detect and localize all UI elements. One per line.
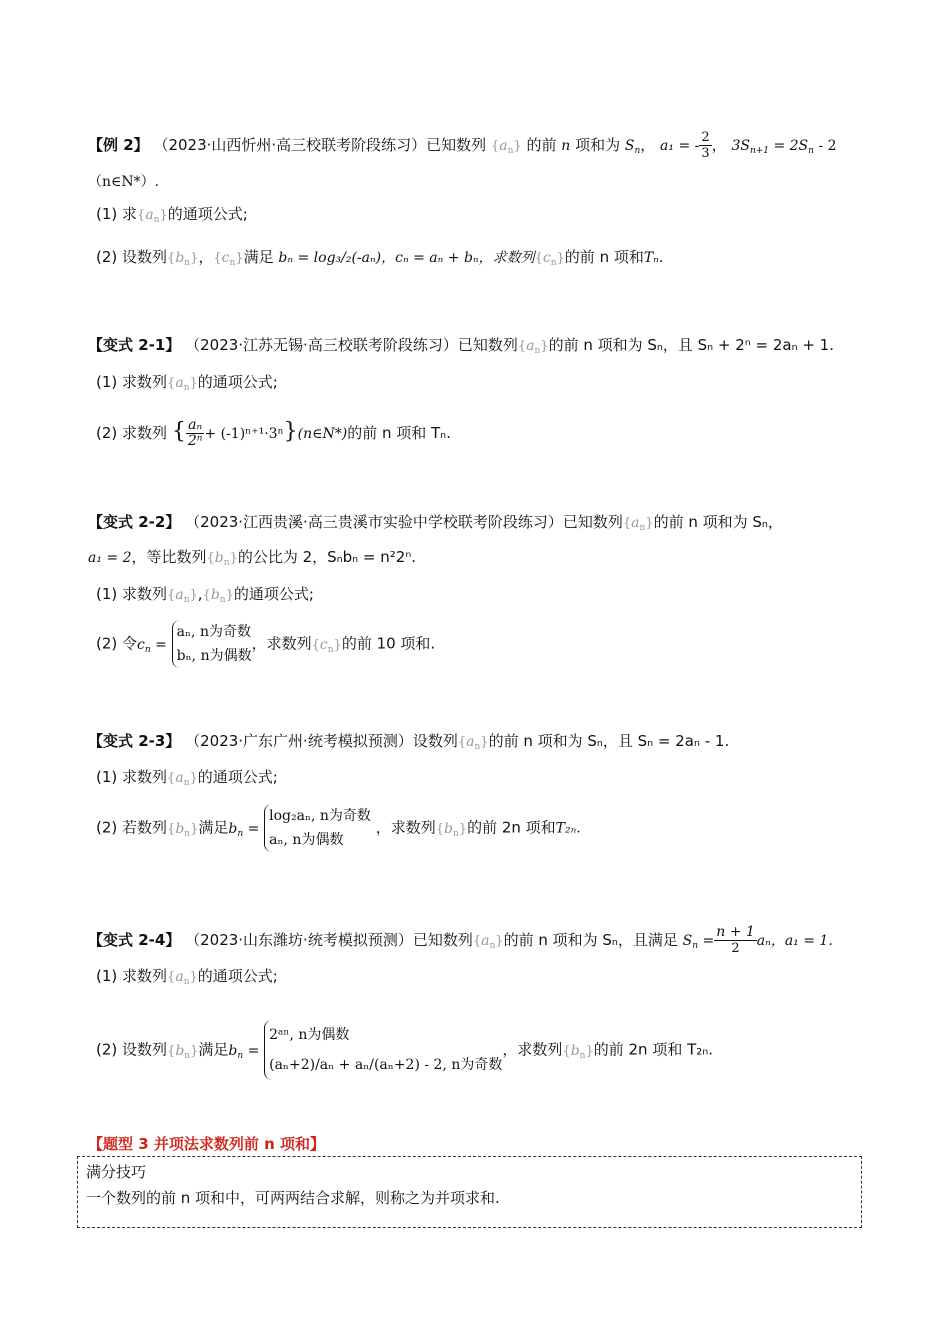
variant-2-3-q1: (1) 求数列$\{a_n\}$的通项公式; <box>96 768 278 788</box>
variant-2-4-q1: (1) 求数列$\{a_n\}$的通项公式; <box>96 967 278 987</box>
variant-2-4-q2: (2) 设数列$\{b_n\}$满足$b_n$ = 2ᵃⁿ, n为偶数 (aₙ+2)/aₙ + aₙ/(aₙ+2) - 2, n为奇数，求数列$\{b_n\}$的前 2n 项和 T₂ₙ. <box>96 1020 713 1080</box>
tip-heading: 满分技巧 <box>86 1163 147 1181</box>
variant-2-1-q1: (1) 求数列$\{a_n\}$的通项公式; <box>96 373 278 393</box>
tip-body: 一个数列的前 n 项和中，可两两结合求解，则称之为并项求和. <box>86 1189 500 1207</box>
variant-2-4-stem: 【变式 2-4】 （2023·山东潍坊·统考模拟预测）已知数列$\{a_n\}$的前 n 项和为 Sₙ，且满足 $S_n$ = $\frac{n + 1}{2}$ aₙ，a₁ = 1. <box>88 924 833 956</box>
variant-2-3-q2: (2) 若数列$\{b_n\}$满足$b_n = \log_2a_n$, n为奇数 aₙ, n为偶数 ，求数列$\{b_n\}$的前 2n 项和T₂ₙ. <box>96 804 581 852</box>
example-2-condition: （n∈N*）. <box>88 174 160 190</box>
example-2-q2: (2) 设数列$\{b_n\}$，$\{c_n\}$满足 bₙ = log₃/₂(-aₙ)，cₙ = aₙ + bₙ，求数列$\{c_n\}$的前 n 项和Tₙ. <box>96 248 664 268</box>
variant-2-1-stem: 【变式 2-1】 （2023·江苏无锡·高三校联考阶段练习）已知数列$\{a_n\}$的前 n 项和为 Sₙ，且 Sₙ + 2ⁿ = 2aₙ + 1. <box>88 336 834 356</box>
section-3-title: 【题型 3 并项法求数列前 n 项和】 <box>88 1135 326 1153</box>
variant-2-2-q1: (1) 求数列$\{a_n\},\{b_n\}$的通项公式; <box>96 585 314 605</box>
example-2-q1: (1) 求$\{a_n\}$的通项公式; <box>96 205 248 225</box>
variant-2-3-stem: 【变式 2-3】 （2023·广东广州·统考模拟预测）设数列$\{a_n\}$的前 n 项和为 Sₙ，且 Sₙ = 2aₙ - 1. <box>88 732 730 752</box>
tip-box <box>77 1156 862 1228</box>
example-2-stem: 【例 2】 （2023·山西忻州·高三校联考阶段练习）已知数列 $\{a_n\}$ 的前 n 项和为 $S_n$， a₁ = - $\frac{2}{3}$ ， $3S_{n+1} = 2S_n - 2$ <box>88 130 837 161</box>
variant-2-2-line2: a₁ = 2，等比数列$\{b_n\}$的公比为 2，Sₙbₙ = n²2ⁿ. <box>88 548 417 568</box>
variant-2-2-stem: 【变式 2-2】 （2023·江西贵溪·高三贵溪市实验中学校联考阶段练习）已知数列$\{a_n\}$的前 n 项和为 Sₙ， <box>88 513 783 533</box>
variant-2-1-q2: (2) 求数列 { $\frac{\text{aₙ}}{\text{2ⁿ}}$ + (-1)ⁿ⁺¹·3ⁿ}(n∈N*)的前 n 项和 Tₙ. <box>96 417 451 449</box>
variant-2-2-q2: (2) 令$c_n = a_n$, n为奇数 bₙ, n为偶数，求数列$\{c_n\}$的前 10 项和. <box>96 620 435 668</box>
